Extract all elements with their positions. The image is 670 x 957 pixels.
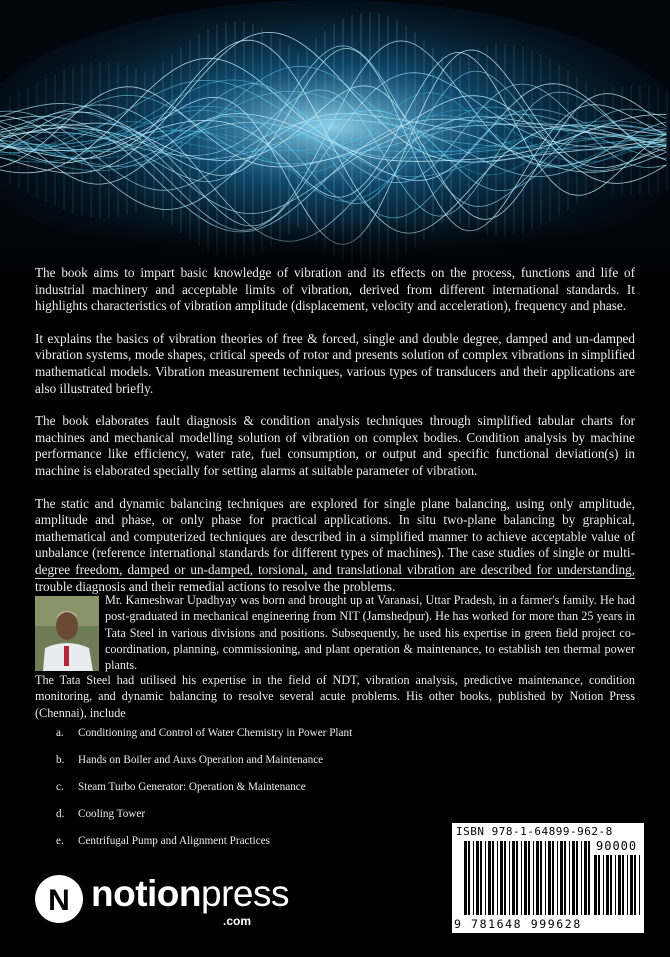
logo-letter: N	[48, 884, 70, 917]
barcode-main-icon	[464, 841, 592, 923]
barcode-bar	[504, 841, 506, 915]
barcode-bar	[639, 855, 640, 915]
barcode-bar	[536, 841, 539, 915]
barcode-bar	[528, 841, 530, 915]
barcode-bar	[627, 855, 628, 915]
barcode-bar	[540, 841, 542, 915]
publisher-logo	[35, 872, 295, 928]
barcode-bar	[488, 841, 491, 915]
barcode-bar	[606, 855, 609, 915]
publisher-name-bold: notion	[91, 873, 202, 914]
isbn-barcode	[452, 823, 644, 933]
barcode-digits: 9 781648 999628	[454, 917, 582, 931]
barcode-bar	[497, 841, 498, 915]
blurb-paragraph: The book elaborates fault diagnosis & condition analysis techniques through simplified tabular charts for machines and mechanical modelling solution of vibration on complex bodies. Condition analysis by machine performance like efficiency, water rate, fuel consumption, or output and specific functional deviation(s) in machine is elaborated specially for setting alarms at suitable parameter of vibration.	[35, 413, 635, 478]
blurb-paragraph: The book aims to impart basic knowledge of vibration and its effects on the process, functions and life of industrial machinery and acceptable limits of vibration, derived from different international standards. It highlights characteristics of vibration amplitude (displacement, velocity and acceleration), frequency and phase.	[35, 265, 635, 314]
list-marker: a.	[56, 727, 64, 739]
barcode-bar	[516, 841, 518, 915]
book-title: Conditioning and Control of Water Chemistry in Power Plant	[78, 727, 353, 739]
publisher-name	[91, 873, 289, 915]
isbn-label: ISBN 978-1-64899-962-8	[456, 825, 613, 838]
price-code: 90000	[596, 839, 638, 853]
list-marker: b.	[56, 754, 65, 766]
author-bio-text: Mr. Kameshwar Upadhyay was born and brought up at Varanasi, Uttar Pradesh, in a farmer's family. He had post-graduated in mechanical engineering from NIT (Jamshedpur). He has worked for more than 25 years in Tata Steel in various divisions and positions. Subsequently, he used his expertise in green field project co-coordination, planning, commissioning, and plant operation & maintenance, to establish ten thermal power plants.	[105, 593, 635, 673]
book-title: Hands on Boiler and Auxs Operation and Maintenance	[78, 754, 324, 766]
list-item	[56, 781, 436, 808]
barcode-bar	[564, 841, 566, 915]
list-item	[56, 727, 436, 754]
list-marker: e.	[56, 835, 64, 847]
barcode-bar	[552, 841, 554, 915]
barcode-bar	[594, 855, 597, 915]
list-marker: c.	[56, 781, 64, 793]
barcode-bar	[521, 841, 522, 915]
publisher-name-light: press	[201, 873, 289, 914]
book-title: Cooling Tower	[78, 808, 146, 820]
blurb-paragraph: The static and dynamic balancing techniques are explored for single plane balancing, using only amplitude, amplitude and phase, or only phase for practical applications. In situ two-plane balancing by graphical, mathematical and computerized techniques are described in a simplified manner to achieve acceptable value of unbalance (reference international standards for different types of machines). The case studies of single or multi-degree freedom, damped or un-damped, torsional, and translational vibration are described for understanding, trouble diagnosis and their remedial actions to resolve the problems.	[35, 495, 635, 594]
barcode-bar	[557, 841, 558, 915]
barcode-bar	[622, 855, 624, 915]
barcode-bar	[545, 841, 546, 915]
barcode-bar	[485, 841, 486, 915]
barcode-bar	[500, 841, 503, 915]
barcode-addon-icon	[594, 855, 640, 919]
barcode-bar	[572, 841, 575, 915]
barcode-bar	[512, 841, 515, 915]
barcode-bar	[581, 841, 582, 915]
barcode-bar	[509, 841, 510, 915]
publisher-domain: .com	[223, 914, 252, 928]
barcode-bar	[618, 855, 621, 915]
barcode-bar	[598, 855, 600, 915]
divider	[35, 578, 635, 579]
list-item	[56, 808, 436, 835]
barcode-bar	[533, 841, 534, 915]
author-photo	[35, 596, 99, 671]
author-bio-continued: The Tata Steel had utilised his expertise in the field of NDT, vibration analysis, predictive maintenance, condition monitoring, and dynamic balancing to resolve several acute problems. His other books, published by Notion Press (Chennai), include	[35, 673, 635, 720]
list-item	[56, 754, 436, 781]
barcode-bar	[492, 841, 494, 915]
other-books-list	[56, 727, 436, 862]
barcode-bar	[524, 841, 527, 915]
list-item	[56, 835, 436, 862]
blurb	[35, 265, 635, 611]
barcode-bar	[569, 841, 570, 915]
barcode-bar	[615, 855, 616, 915]
book-title: Centrifugal Pump and Alignment Practices	[78, 835, 271, 847]
barcode-bar	[588, 841, 590, 915]
barcode-bar	[634, 855, 636, 915]
barcode-bar	[468, 841, 470, 915]
barcode-bar	[603, 855, 604, 915]
list-marker: d.	[56, 808, 65, 820]
blurb-paragraph: It explains the basics of vibration theories of free & forced, single and double degree, damped and un-damped vibration systems, mode shapes, critical speeds of rotor and presents solution of complex vibrations in simplified mathematical models. Vibration measurement techniques, various types of transducers and their applications are also illustrated briefly.	[35, 330, 635, 396]
barcode-bar	[464, 841, 467, 915]
barcode-bar	[548, 841, 551, 915]
barcode-bar	[473, 841, 474, 915]
barcode-bar	[480, 841, 482, 915]
barcode-bar	[610, 855, 612, 915]
book-title: Steam Turbo Generator: Operation & Maintenance	[78, 781, 306, 793]
notionpress-n-icon	[35, 875, 83, 923]
barcode-bar	[630, 855, 633, 915]
barcode-bar	[560, 841, 563, 915]
barcode-bar	[476, 841, 479, 915]
barcode-bar	[576, 841, 578, 915]
wave-mesh-artwork	[0, 0, 670, 275]
author-bio	[35, 592, 635, 672]
barcode-bar	[584, 841, 587, 915]
